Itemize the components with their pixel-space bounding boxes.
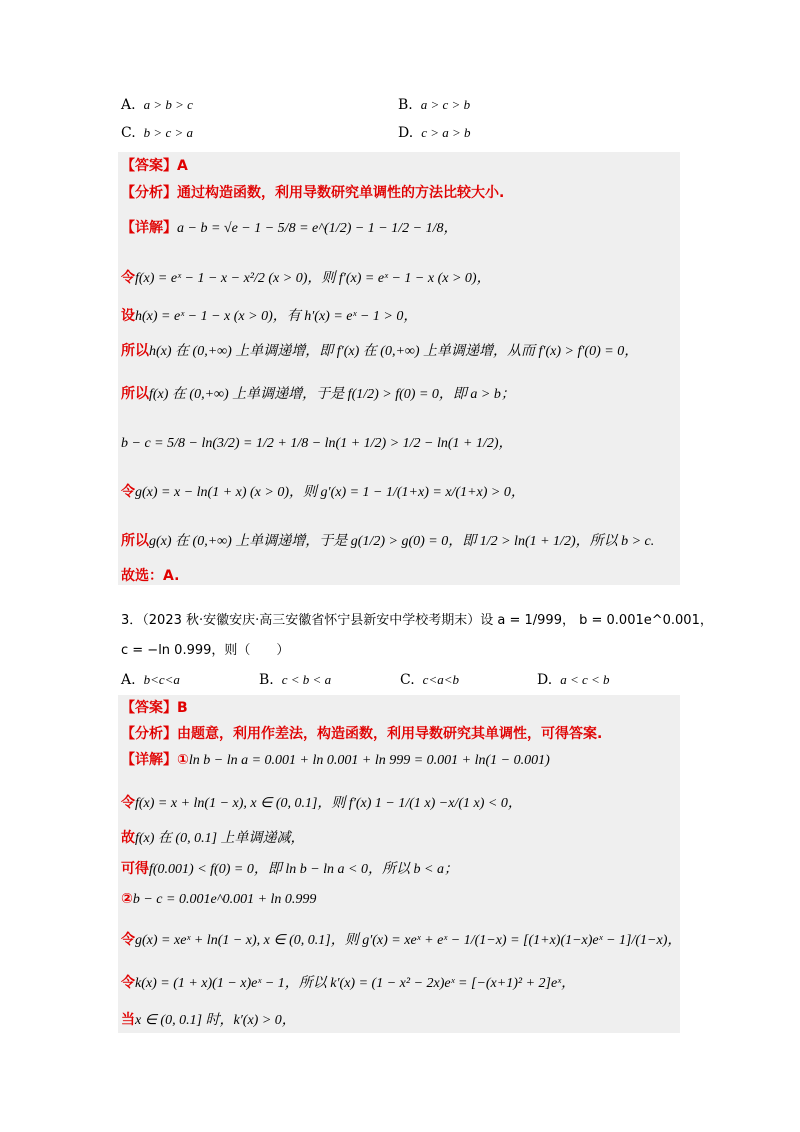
math-text: f(0.001) < f(0) = 0，即 ln b − ln a < 0，所以 b < a； — [149, 862, 458, 877]
math-text: g(x) = xeˣ + ln(1 − x), x ∈ (0, 0.1]，则 g′(x) = xeˣ + eˣ − 1/(1−x) = [(1+x)(1−x)eˣ − 1]/(1−x)， — [135, 933, 682, 948]
math-text: k(x) = (1 + x)(1 − x)eˣ − 1，所以 k′(x) = (1 − x² − 2x)eˣ = [−(x+1)² + 2]eˣ， — [135, 976, 576, 991]
math-text: ln b − ln a = 0.001 + ln 0.001 + ln 999 = 0.001 + ln(1 − 0.001) — [188, 753, 550, 768]
q3-detail-line-1 — [121, 750, 550, 771]
red-label: 【详解】① — [121, 752, 189, 768]
option-label: D. — [398, 125, 414, 141]
option-label: C. — [121, 125, 136, 141]
red-label: 故选：A. — [121, 568, 180, 584]
q3-option-c — [400, 672, 459, 688]
option-math: a > b > c — [143, 97, 193, 112]
red-label: 令 — [121, 484, 135, 500]
option-math: b<c<a — [143, 672, 180, 687]
q2-detail-line-1 — [121, 218, 457, 239]
red-label: 故 — [121, 830, 135, 846]
red-label: 所以 — [121, 343, 149, 359]
red-label: 【答案】A — [121, 158, 188, 174]
q2-detail-line-8 — [121, 531, 654, 552]
q3-detail-line-8 — [121, 1010, 296, 1031]
q3-detail-line-7 — [121, 973, 575, 994]
option-label: B. — [259, 672, 274, 688]
option-label: B. — [398, 97, 413, 113]
q2-detail-line-7 — [121, 482, 525, 503]
q3-analysis — [121, 724, 602, 744]
q2-option-b — [398, 97, 470, 113]
q3-stem-line-2: c = −ln 0.999，则（ ） — [121, 643, 290, 658]
option-math: b > c > a — [143, 125, 193, 140]
option-label: D. — [537, 672, 553, 688]
q2-option-d — [398, 125, 471, 141]
q2-conclusion — [121, 566, 179, 586]
red-label: 【分析】通过构造函数，利用导数研究单调性的方法比较大小. — [121, 185, 505, 201]
red-label: 令 — [121, 975, 135, 991]
q2-detail-line-5 — [121, 384, 515, 405]
math-text: h(x) = eˣ − 1 − x (x > 0)，有 h′(x) = eˣ − 1 > 0， — [135, 309, 418, 324]
red-label: 令 — [121, 795, 135, 811]
math-text: b − c = 5/8 − ln(3/2) = 1/2 + 1/8 − ln(1 + 1/2) > 1/2 − ln(1 + 1/2)， — [121, 436, 513, 451]
math-text: x ∈ (0, 0.1] 时，k′(x) > 0， — [135, 1013, 296, 1028]
q3-detail-line-6 — [121, 930, 681, 951]
red-label: 所以 — [121, 533, 149, 549]
red-label: 【详解】 — [121, 220, 177, 236]
math-text: g(x) = x − ln(1 + x) (x > 0)，则 g′(x) = 1 − 1/(1+x) = x/(1+x) > 0， — [135, 485, 525, 500]
option-label: A. — [121, 97, 136, 113]
q2-answer — [121, 156, 188, 176]
q3-answer — [121, 698, 188, 718]
q3-option-d — [537, 672, 610, 688]
red-label: 可得 — [121, 861, 149, 877]
q3-detail-line-3 — [121, 828, 305, 849]
q3-detail-line-5 — [121, 889, 316, 910]
math-text: g(x) 在 (0,+∞) 上单调递增，于是 g(1/2) > g(0) = 0，即 1/2 > ln(1 + 1/2)，所以 b > c. — [149, 534, 655, 549]
option-math: a < c < b — [560, 672, 610, 687]
red-label: 令 — [121, 932, 135, 948]
option-math: c < b < a — [281, 672, 332, 687]
option-label: A. — [121, 672, 136, 688]
q3-stem-line-1: 3．（2023 秋·安徽安庆·高三安徽省怀宁县新安中学校考期末）设 a = 1/999， b = 0.001e^0.001， — [121, 613, 713, 628]
q3-option-a — [121, 672, 180, 688]
q2-detail-line-3 — [121, 306, 417, 327]
red-label: 令 — [121, 270, 135, 286]
option-label: C. — [400, 672, 415, 688]
q2-detail-line-6 — [121, 433, 513, 454]
math-text: f(x) 在 (0,+∞) 上单调递增，于是 f(1/2) > f(0) = 0，即 a > b； — [149, 387, 515, 402]
red-label: 设 — [121, 308, 135, 324]
q2-option-a — [121, 97, 193, 113]
red-label: 【答案】B — [121, 700, 188, 716]
math-text: b − c = 0.001e^0.001 + ln 0.999 — [132, 892, 317, 907]
red-label: 所以 — [121, 386, 149, 402]
red-label: ② — [121, 891, 133, 907]
option-math: c<a<b — [422, 672, 459, 687]
option-math: c > a > b — [421, 125, 471, 140]
math-text: f(x) = eˣ − 1 − x − x²/2 (x > 0)，则 f′(x) = eˣ − 1 − x (x > 0)， — [135, 271, 491, 286]
q2-detail-line-2 — [121, 268, 491, 289]
math-text: a − b = √e − 1 − 5/8 = e^(1/2) − 1 − 1/2 − 1/8， — [177, 221, 458, 236]
q3-option-b — [259, 672, 331, 688]
math-text: h(x) 在 (0,+∞) 上单调递增，即 f′(x) 在 (0,+∞) 上单调递增，从而 f′(x) > f′(0) = 0， — [149, 344, 639, 359]
option-math: a > c > b — [420, 97, 471, 112]
q2-option-c — [121, 125, 193, 141]
q3-detail-line-4 — [121, 859, 458, 880]
q3-detail-line-2 — [121, 793, 522, 814]
red-label: 【分析】由题意，利用作差法，构造函数，利用导数研究其单调性，可得答案. — [121, 726, 603, 742]
q2-detail-line-4 — [121, 341, 638, 362]
q2-solution-box — [118, 152, 680, 585]
q2-analysis — [121, 183, 504, 203]
math-text: f(x) = x + ln(1 − x), x ∈ (0, 0.1]，则 f′(x) 1 − 1/(1 x) −x/(1 x) < 0， — [135, 796, 522, 811]
red-label: 当 — [121, 1012, 135, 1028]
math-text: f(x) 在 (0, 0.1] 上单调递减， — [135, 831, 305, 846]
